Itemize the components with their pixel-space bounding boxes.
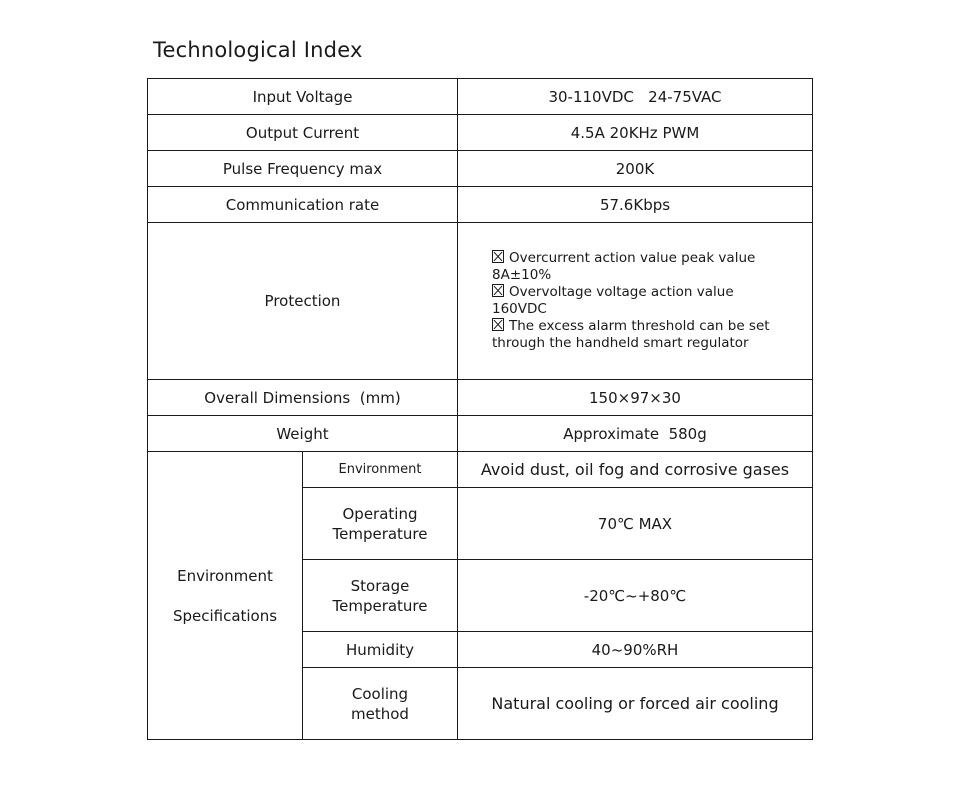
- env-item-value: Avoid dust, oil fog and corrosive gases: [458, 452, 813, 488]
- table-row: [148, 416, 813, 452]
- table-row: [148, 115, 813, 151]
- env-item-label: Humidity: [303, 632, 458, 668]
- checkbox-icon: [492, 318, 504, 331]
- spec-table: [147, 78, 813, 740]
- protection-item: Overvoltage voltage action value: [492, 284, 812, 301]
- env-item-value: 40~90%RH: [458, 632, 813, 668]
- protection-item: The excess alarm threshold can be set: [492, 318, 812, 335]
- row-value: 57.6Kbps: [458, 187, 813, 223]
- table-row: [148, 187, 813, 223]
- protection-item: 8A±10%: [492, 267, 552, 283]
- row-label: Weight: [148, 416, 458, 452]
- row-label: Output Current: [148, 115, 458, 151]
- row-label: Protection: [148, 223, 458, 380]
- table-row: [148, 151, 813, 187]
- checkbox-icon: [492, 250, 504, 263]
- row-value: 30-110VDC 24-75VAC: [458, 79, 813, 115]
- protection-item: Overcurrent action value peak value: [492, 250, 812, 267]
- checkbox-icon: [492, 284, 504, 297]
- environment-group-label: Environment Specifications: [148, 452, 303, 740]
- env-item-label: Cooling method: [303, 668, 458, 740]
- env-item-label: Storage Temperature: [303, 560, 458, 632]
- env-item-value: Natural cooling or forced air cooling: [458, 668, 813, 740]
- row-label: Pulse Frequency max: [148, 151, 458, 187]
- page-title: Technological Index: [153, 38, 363, 62]
- row-label: Overall Dimensions (mm): [148, 380, 458, 416]
- table-row: [148, 223, 813, 380]
- env-item-label: Environment: [303, 452, 458, 488]
- table-row: [148, 380, 813, 416]
- row-value: 150×97×30: [458, 380, 813, 416]
- table-row: [148, 79, 813, 115]
- protection-item: 160VDC: [492, 301, 547, 317]
- row-label: Input Voltage: [148, 79, 458, 115]
- env-item-label: Operating Temperature: [303, 488, 458, 560]
- row-label: Communication rate: [148, 187, 458, 223]
- protection-list: [458, 223, 813, 380]
- env-item-value: -20℃~+80℃: [458, 560, 813, 632]
- env-item-value: 70℃ MAX: [458, 488, 813, 560]
- row-value: 4.5A 20KHz PWM: [458, 115, 813, 151]
- row-value: Approximate 580g: [458, 416, 813, 452]
- table-row: [148, 452, 813, 488]
- protection-item: through the handheld smart regulator: [492, 335, 749, 351]
- row-value: 200K: [458, 151, 813, 187]
